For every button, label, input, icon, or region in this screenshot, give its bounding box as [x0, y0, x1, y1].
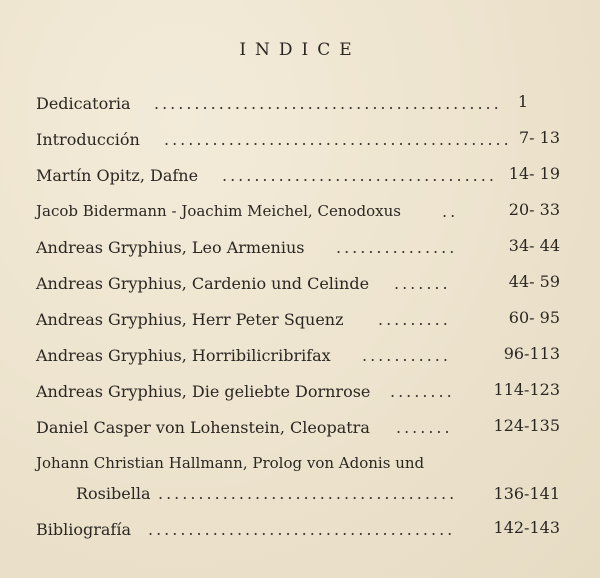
entry-pages: 114-123 — [493, 380, 560, 399]
entry-label: Daniel Casper von Lohenstein, Cleopatra — [36, 418, 370, 437]
index-list — [36, 90, 564, 552]
dot-leader: ........ — [390, 382, 455, 401]
dot-leader: ......... — [378, 310, 451, 329]
entry-label: Johann Christian Hallmann, Prolog von Adonis und — [36, 454, 425, 472]
entry-pages: 44- 59 — [508, 272, 560, 291]
entry-pages: 60- 95 — [508, 308, 560, 327]
dot-leader: ............... — [336, 238, 458, 257]
entry-pages: 1 — [517, 92, 528, 111]
dot-leader: ........... — [362, 346, 451, 365]
entry-pages: 142-143 — [493, 518, 560, 537]
dot-leader: ........................................... — [164, 130, 512, 149]
index-entry-bibliografia — [36, 516, 564, 552]
entry-label: Introducción — [36, 130, 140, 149]
entry-label: Dedicatoria — [36, 94, 131, 113]
dot-leader: ....... — [396, 418, 453, 437]
entry-pages: 20- 33 — [508, 200, 560, 219]
entry-label: Andreas Gryphius, Herr Peter Squenz — [36, 310, 344, 329]
index-entry-opitz — [36, 162, 564, 198]
entry-pages: 124-135 — [493, 416, 560, 435]
dot-leader: ..................................... — [158, 484, 458, 503]
entry-label: Jacob Bidermann - Joachim Meichel, Cenodoxus — [36, 202, 401, 220]
entry-pages: 7- 13 — [518, 128, 560, 147]
dot-leader: ....... — [394, 274, 451, 293]
entry-pages: 96-113 — [503, 344, 560, 363]
entry-label: Andreas Gryphius, Leo Armenius — [36, 238, 305, 257]
index-entry-cardenio — [36, 270, 564, 306]
index-entry-introduccion — [36, 126, 564, 162]
entry-label: Bibliografía — [36, 520, 131, 539]
index-title: INDICE — [239, 40, 361, 60]
entry-pages: 14- 19 — [508, 164, 560, 183]
index-entry-dedicatoria — [36, 90, 564, 126]
index-entry-dornrose — [36, 378, 564, 414]
index-entry-squenz — [36, 306, 564, 342]
index-entry-leo-armenius — [36, 234, 564, 270]
dot-leader: .. — [442, 202, 459, 221]
entry-label: Andreas Gryphius, Cardenio und Celinde — [36, 274, 370, 293]
index-entry-horribilicribrifax — [36, 342, 564, 378]
entry-label: Andreas Gryphius, Horribilicribrifax — [36, 346, 331, 365]
entry-pages: 136-141 — [493, 484, 560, 503]
entry-label: Martín Opitz, Dafne — [36, 166, 199, 185]
entry-pages: 34- 44 — [508, 236, 560, 255]
index-entry-hallmann — [36, 450, 564, 516]
dot-leader: ........................................... — [154, 94, 502, 113]
index-entry-cleopatra — [36, 414, 564, 450]
entry-label-continued: Rosibella — [76, 484, 151, 503]
dot-leader: ...................................... — [148, 520, 456, 539]
entry-label: Andreas Gryphius, Die geliebte Dornrose — [36, 382, 371, 401]
dot-leader: .................................. — [222, 166, 497, 185]
index-entry-bidermann — [36, 198, 564, 234]
